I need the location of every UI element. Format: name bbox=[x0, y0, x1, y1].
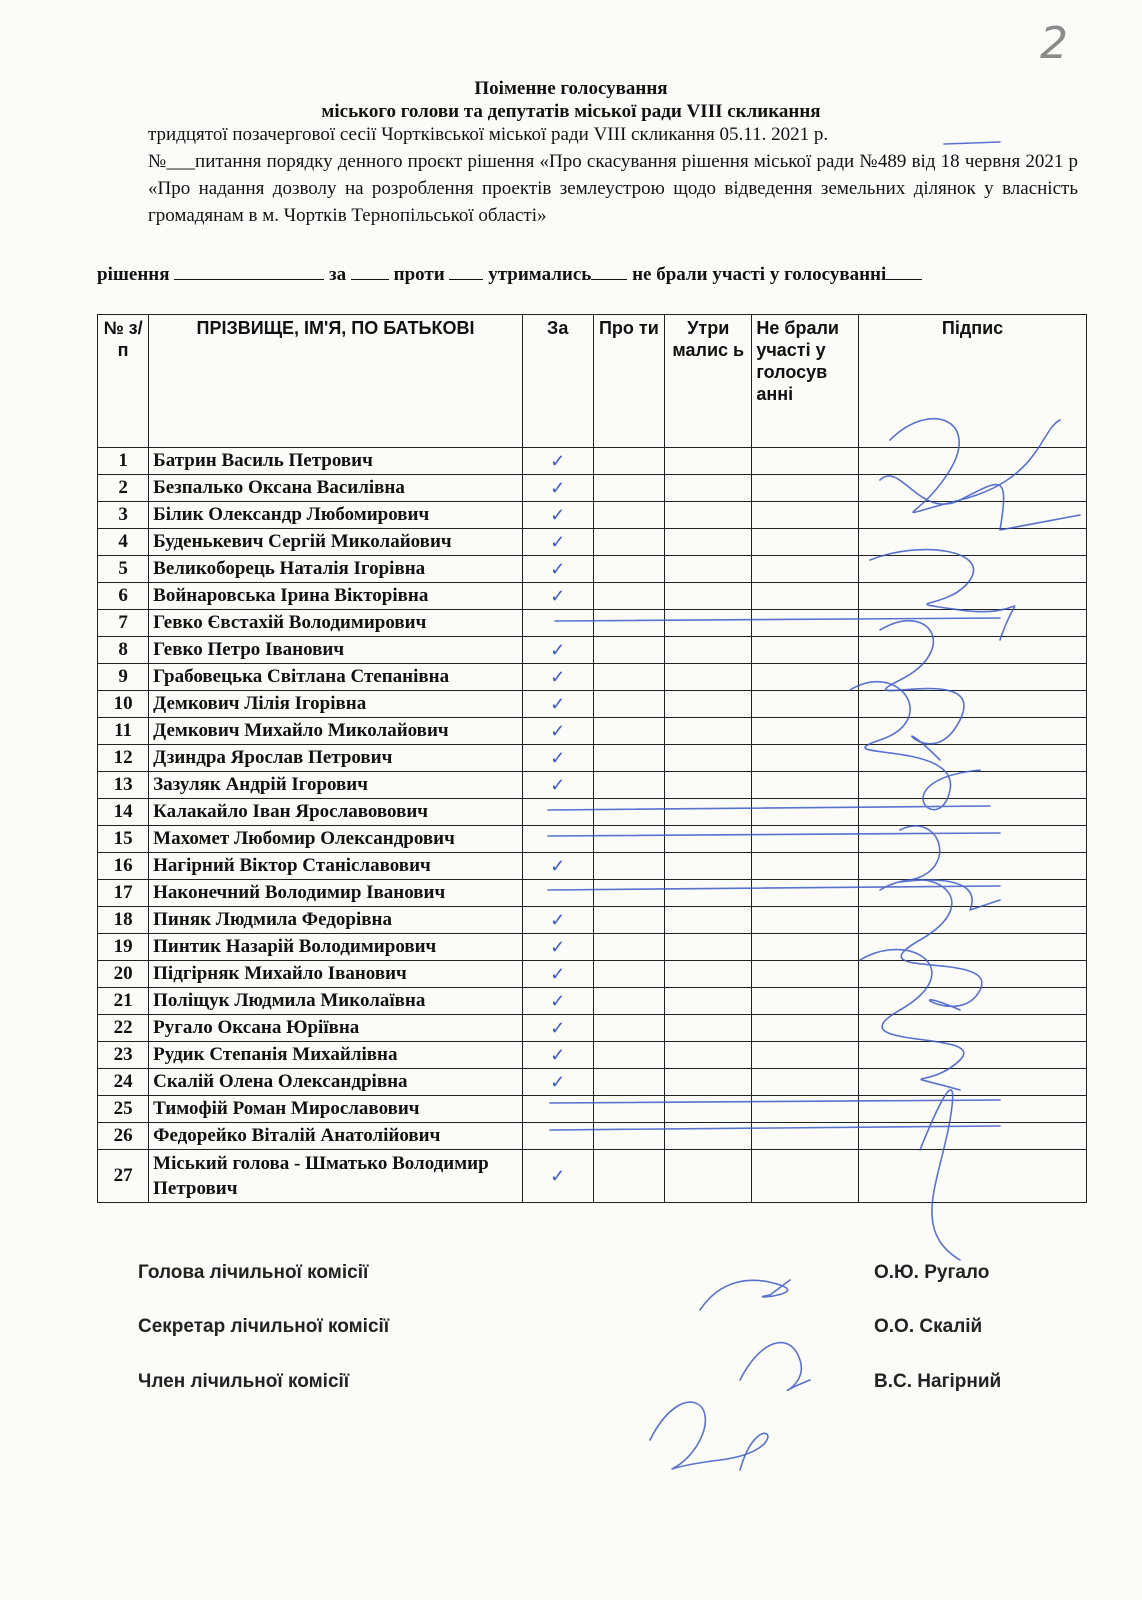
row-vote-for bbox=[522, 826, 593, 853]
row-signature bbox=[859, 1150, 1087, 1203]
row-vote-against bbox=[593, 475, 665, 502]
row-signature bbox=[859, 907, 1087, 934]
row-vote-not-voted bbox=[752, 1015, 859, 1042]
row-vote-for: ✓ bbox=[522, 988, 593, 1015]
row-signature bbox=[859, 718, 1087, 745]
table-row bbox=[98, 1069, 1087, 1096]
row-vote-abstained bbox=[665, 583, 752, 610]
row-vote-against bbox=[593, 1150, 665, 1203]
table-row bbox=[98, 745, 1087, 772]
table-row bbox=[98, 826, 1087, 853]
row-number: 9 bbox=[98, 664, 149, 691]
row-number: 23 bbox=[98, 1042, 149, 1069]
header-name: ПРІЗВИЩЕ, ІМ'Я, ПО БАТЬКОВІ bbox=[149, 315, 523, 448]
row-name: Скалій Олена Олександрівна bbox=[149, 1069, 523, 1096]
row-vote-not-voted bbox=[752, 772, 859, 799]
row-name: Демкович Михайло Миколайович bbox=[149, 718, 523, 745]
row-number: 5 bbox=[98, 556, 149, 583]
row-number: 21 bbox=[98, 988, 149, 1015]
table-row bbox=[98, 1042, 1087, 1069]
row-name: Войнаровська Ірина Вікторівна bbox=[149, 583, 523, 610]
row-name: Пиняк Людмила Федорівна bbox=[149, 907, 523, 934]
table-row bbox=[98, 529, 1087, 556]
row-signature bbox=[859, 610, 1087, 637]
table-row bbox=[98, 664, 1087, 691]
row-vote-for: ✓ bbox=[522, 637, 593, 664]
table-row bbox=[98, 880, 1087, 907]
row-vote-not-voted bbox=[752, 691, 859, 718]
row-signature bbox=[859, 934, 1087, 961]
abstained-blank bbox=[591, 263, 627, 280]
row-vote-for: ✓ bbox=[522, 448, 593, 475]
decision-blank bbox=[174, 263, 324, 280]
row-vote-against bbox=[593, 826, 665, 853]
document-title: Поіменне голосування bbox=[474, 78, 668, 99]
row-vote-abstained bbox=[665, 475, 752, 502]
row-vote-against bbox=[593, 988, 665, 1015]
row-vote-against bbox=[593, 1123, 665, 1150]
row-name: Наконечний Володимир Іванович bbox=[149, 880, 523, 907]
row-signature bbox=[859, 475, 1087, 502]
row-number: 10 bbox=[98, 691, 149, 718]
row-number: 22 bbox=[98, 1015, 149, 1042]
row-vote-for: ✓ bbox=[522, 475, 593, 502]
row-vote-abstained bbox=[665, 502, 752, 529]
row-name: Гевко Євстахій Володимирович bbox=[149, 610, 523, 637]
row-vote-against bbox=[593, 637, 665, 664]
row-vote-abstained bbox=[665, 745, 752, 772]
row-vote-for: ✓ bbox=[522, 718, 593, 745]
against-blank bbox=[449, 263, 483, 280]
row-signature bbox=[859, 448, 1087, 475]
row-vote-not-voted bbox=[752, 475, 859, 502]
row-vote-not-voted bbox=[752, 1069, 859, 1096]
abstained-label: утримались bbox=[488, 264, 592, 285]
row-name: Калакайло Іван Ярославовович bbox=[149, 799, 523, 826]
row-vote-abstained bbox=[665, 610, 752, 637]
not-voted-label: не брали участі у голосуванні bbox=[632, 264, 887, 285]
row-name: Батрин Василь Петрович bbox=[149, 448, 523, 475]
row-vote-not-voted bbox=[752, 745, 859, 772]
row-signature bbox=[859, 1015, 1087, 1042]
row-signature bbox=[859, 1123, 1087, 1150]
header-num: № з/п bbox=[98, 315, 149, 448]
row-number: 17 bbox=[98, 880, 149, 907]
vote-table bbox=[97, 314, 1087, 1203]
table-row bbox=[98, 988, 1087, 1015]
row-vote-abstained bbox=[665, 853, 752, 880]
row-vote-abstained bbox=[665, 637, 752, 664]
row-vote-against bbox=[593, 691, 665, 718]
row-name: Нагірний Віктор Станіславович bbox=[149, 853, 523, 880]
row-vote-against bbox=[593, 583, 665, 610]
row-vote-against bbox=[593, 664, 665, 691]
row-name: Демкович Лілія Ігорівна bbox=[149, 691, 523, 718]
row-signature bbox=[859, 880, 1087, 907]
intro-question-line: №___питання порядку денного проєкт рішення «Про скасування рішення міської ради №489 від 18 червня 2021 р «Про надання дозволу на розроблення проектів землеустрою щодо відведення земельних ділянок у власність громадянам в м. Чортків Тернопільської області» bbox=[148, 151, 1078, 226]
row-signature bbox=[859, 1042, 1087, 1069]
row-number: 4 bbox=[98, 529, 149, 556]
row-vote-against bbox=[593, 610, 665, 637]
table-row bbox=[98, 448, 1087, 475]
row-vote-abstained bbox=[665, 907, 752, 934]
row-vote-against bbox=[593, 934, 665, 961]
row-name: Міський голова - Шматько Володимир Петрович bbox=[149, 1150, 523, 1203]
table-row bbox=[98, 718, 1087, 745]
row-vote-not-voted bbox=[752, 826, 859, 853]
page-number: 2 bbox=[1040, 18, 1068, 69]
row-vote-against bbox=[593, 1069, 665, 1096]
row-number: 16 bbox=[98, 853, 149, 880]
row-vote-abstained bbox=[665, 934, 752, 961]
row-signature bbox=[859, 853, 1087, 880]
row-vote-against bbox=[593, 907, 665, 934]
against-label: проти bbox=[393, 264, 445, 285]
row-vote-not-voted bbox=[752, 880, 859, 907]
row-name: Ругало Оксана Юріївна bbox=[149, 1015, 523, 1042]
row-signature bbox=[859, 745, 1087, 772]
table-row bbox=[98, 799, 1087, 826]
row-vote-against bbox=[593, 853, 665, 880]
row-number: 14 bbox=[98, 799, 149, 826]
row-vote-abstained bbox=[665, 988, 752, 1015]
row-vote-against bbox=[593, 880, 665, 907]
decision-label: рішення bbox=[97, 264, 170, 285]
row-vote-against bbox=[593, 556, 665, 583]
row-name: Великоборець Наталія Ігорівна bbox=[149, 556, 523, 583]
intro-paragraph bbox=[148, 121, 1078, 229]
row-name: Грабовецька Світлана Степанівна bbox=[149, 664, 523, 691]
row-vote-against bbox=[593, 502, 665, 529]
table-row bbox=[98, 475, 1087, 502]
header-against: Про ти bbox=[593, 315, 665, 448]
row-signature bbox=[859, 691, 1087, 718]
row-vote-against bbox=[593, 1042, 665, 1069]
row-vote-not-voted bbox=[752, 502, 859, 529]
table-row bbox=[98, 853, 1087, 880]
row-vote-for: ✓ bbox=[522, 907, 593, 934]
table-row bbox=[98, 1096, 1087, 1123]
row-signature bbox=[859, 988, 1087, 1015]
row-vote-abstained bbox=[665, 826, 752, 853]
row-vote-against bbox=[593, 529, 665, 556]
chair-label: Голова лічильної комісії bbox=[138, 1262, 369, 1283]
row-vote-for: ✓ bbox=[522, 664, 593, 691]
row-vote-abstained bbox=[665, 1123, 752, 1150]
row-vote-abstained bbox=[665, 1015, 752, 1042]
table-row bbox=[98, 556, 1087, 583]
row-vote-for: ✓ bbox=[522, 529, 593, 556]
row-number: 1 bbox=[98, 448, 149, 475]
row-vote-for: ✓ bbox=[522, 691, 593, 718]
row-vote-against bbox=[593, 448, 665, 475]
row-vote-against bbox=[593, 718, 665, 745]
row-signature bbox=[859, 1069, 1087, 1096]
row-vote-for bbox=[522, 799, 593, 826]
row-vote-abstained bbox=[665, 880, 752, 907]
row-number: 19 bbox=[98, 934, 149, 961]
row-vote-against bbox=[593, 772, 665, 799]
row-signature bbox=[859, 826, 1087, 853]
row-number: 12 bbox=[98, 745, 149, 772]
row-signature bbox=[859, 583, 1087, 610]
row-signature bbox=[859, 637, 1087, 664]
row-vote-for bbox=[522, 610, 593, 637]
row-vote-abstained bbox=[665, 691, 752, 718]
document-subtitle: міського голови та депутатів міської ради VIII скликання bbox=[321, 101, 821, 122]
row-number: 13 bbox=[98, 772, 149, 799]
row-vote-not-voted bbox=[752, 988, 859, 1015]
row-vote-not-voted bbox=[752, 1150, 859, 1203]
row-vote-not-voted bbox=[752, 934, 859, 961]
row-vote-abstained bbox=[665, 1042, 752, 1069]
table-row bbox=[98, 1150, 1087, 1203]
header-abstained: Утри малис ь bbox=[665, 315, 752, 448]
member-label: Член лічильної комісії bbox=[138, 1371, 350, 1392]
row-number: 3 bbox=[98, 502, 149, 529]
vote-table-body bbox=[98, 448, 1087, 1203]
row-vote-abstained bbox=[665, 529, 752, 556]
table-row bbox=[98, 934, 1087, 961]
row-vote-against bbox=[593, 745, 665, 772]
table-row bbox=[98, 907, 1087, 934]
intro-session-line: тридцятої позачергової сесії Чортківської міської ради VIII скликання 05.11. 2021 р. bbox=[148, 124, 829, 145]
row-vote-for: ✓ bbox=[522, 1015, 593, 1042]
row-vote-abstained bbox=[665, 1150, 752, 1203]
row-number: 20 bbox=[98, 961, 149, 988]
row-vote-against bbox=[593, 961, 665, 988]
table-row bbox=[98, 502, 1087, 529]
row-vote-for: ✓ bbox=[522, 961, 593, 988]
row-vote-for: ✓ bbox=[522, 1150, 593, 1203]
member-signature bbox=[650, 1402, 768, 1470]
vote-table-header bbox=[98, 315, 1087, 448]
row-number: 25 bbox=[98, 1096, 149, 1123]
row-signature bbox=[859, 961, 1087, 988]
row-number: 26 bbox=[98, 1123, 149, 1150]
row-vote-against bbox=[593, 1015, 665, 1042]
secretary-label: Секретар лічильної комісії bbox=[138, 1316, 390, 1337]
row-number: 7 bbox=[98, 610, 149, 637]
row-signature bbox=[859, 664, 1087, 691]
row-number: 15 bbox=[98, 826, 149, 853]
row-vote-against bbox=[593, 1096, 665, 1123]
row-vote-not-voted bbox=[752, 907, 859, 934]
row-vote-abstained bbox=[665, 718, 752, 745]
row-vote-for: ✓ bbox=[522, 934, 593, 961]
row-vote-abstained bbox=[665, 1096, 752, 1123]
row-vote-not-voted bbox=[752, 583, 859, 610]
header-signature: Підпис bbox=[859, 315, 1087, 448]
chair-name: О.Ю. Ругало bbox=[874, 1262, 990, 1283]
row-vote-abstained bbox=[665, 961, 752, 988]
table-row bbox=[98, 691, 1087, 718]
row-vote-for: ✓ bbox=[522, 745, 593, 772]
row-signature bbox=[859, 529, 1087, 556]
not-voted-blank bbox=[886, 263, 922, 280]
table-row bbox=[98, 637, 1087, 664]
row-number: 11 bbox=[98, 718, 149, 745]
member-name: В.С. Нагірний bbox=[874, 1371, 1002, 1392]
row-vote-for: ✓ bbox=[522, 583, 593, 610]
row-vote-for bbox=[522, 880, 593, 907]
row-vote-for: ✓ bbox=[522, 1042, 593, 1069]
for-blank bbox=[351, 263, 389, 280]
row-signature bbox=[859, 1096, 1087, 1123]
row-vote-abstained bbox=[665, 448, 752, 475]
row-vote-abstained bbox=[665, 556, 752, 583]
row-number: 8 bbox=[98, 637, 149, 664]
row-number: 2 bbox=[98, 475, 149, 502]
table-row bbox=[98, 1123, 1087, 1150]
for-label: за bbox=[329, 264, 347, 285]
row-vote-for: ✓ bbox=[522, 772, 593, 799]
row-vote-abstained bbox=[665, 799, 752, 826]
header-not-voted: Не брали участі у голосув анні bbox=[752, 315, 859, 448]
row-number: 27 bbox=[98, 1150, 149, 1203]
row-vote-for bbox=[522, 1096, 593, 1123]
row-name: Пинтик Назарій Володимирович bbox=[149, 934, 523, 961]
row-vote-abstained bbox=[665, 664, 752, 691]
row-vote-against bbox=[593, 799, 665, 826]
row-name: Білик Олександр Любомирович bbox=[149, 502, 523, 529]
row-number: 18 bbox=[98, 907, 149, 934]
row-signature bbox=[859, 556, 1087, 583]
row-vote-for: ✓ bbox=[522, 502, 593, 529]
vote-summary-line bbox=[97, 263, 1087, 286]
row-name: Буденькевич Сергій Миколайович bbox=[149, 529, 523, 556]
row-vote-for: ✓ bbox=[522, 853, 593, 880]
row-name: Безпалько Оксана Василівна bbox=[149, 475, 523, 502]
row-name: Поліщук Людмила Миколаївна bbox=[149, 988, 523, 1015]
row-name: Гевко Петро Іванович bbox=[149, 637, 523, 664]
table-row bbox=[98, 1015, 1087, 1042]
row-vote-not-voted bbox=[752, 1042, 859, 1069]
row-vote-for: ✓ bbox=[522, 556, 593, 583]
row-name: Рудик Степанія Михайлівна bbox=[149, 1042, 523, 1069]
row-vote-not-voted bbox=[752, 610, 859, 637]
row-name: Федорейко Віталій Анатолійович bbox=[149, 1123, 523, 1150]
row-vote-not-voted bbox=[752, 718, 859, 745]
row-number: 6 bbox=[98, 583, 149, 610]
row-name: Підгірняк Михайло Іванович bbox=[149, 961, 523, 988]
header-for: За bbox=[522, 315, 593, 448]
row-vote-not-voted bbox=[752, 799, 859, 826]
row-name: Дзиндра Ярослав Петрович bbox=[149, 745, 523, 772]
row-signature bbox=[859, 799, 1087, 826]
row-number: 24 bbox=[98, 1069, 149, 1096]
row-name: Зазуляк Андрій Ігорович bbox=[149, 772, 523, 799]
row-vote-abstained bbox=[665, 1069, 752, 1096]
row-name: Махомет Любомир Олександрович bbox=[149, 826, 523, 853]
row-signature bbox=[859, 502, 1087, 529]
row-vote-not-voted bbox=[752, 1096, 859, 1123]
table-row bbox=[98, 610, 1087, 637]
row-signature bbox=[859, 772, 1087, 799]
row-vote-not-voted bbox=[752, 961, 859, 988]
row-vote-abstained bbox=[665, 772, 752, 799]
row-vote-not-voted bbox=[752, 637, 859, 664]
secretary-name: О.О. Скалій bbox=[874, 1316, 983, 1337]
row-vote-for bbox=[522, 1123, 593, 1150]
chair-signature bbox=[700, 1280, 790, 1310]
row-vote-for: ✓ bbox=[522, 1069, 593, 1096]
row-name: Тимофій Роман Мирославович bbox=[149, 1096, 523, 1123]
secretary-signature bbox=[740, 1343, 810, 1391]
row-vote-not-voted bbox=[752, 1123, 859, 1150]
table-row bbox=[98, 583, 1087, 610]
table-row bbox=[98, 772, 1087, 799]
row-vote-not-voted bbox=[752, 556, 859, 583]
row-vote-not-voted bbox=[752, 853, 859, 880]
row-vote-not-voted bbox=[752, 529, 859, 556]
table-row bbox=[98, 961, 1087, 988]
row-vote-not-voted bbox=[752, 448, 859, 475]
row-vote-not-voted bbox=[752, 664, 859, 691]
